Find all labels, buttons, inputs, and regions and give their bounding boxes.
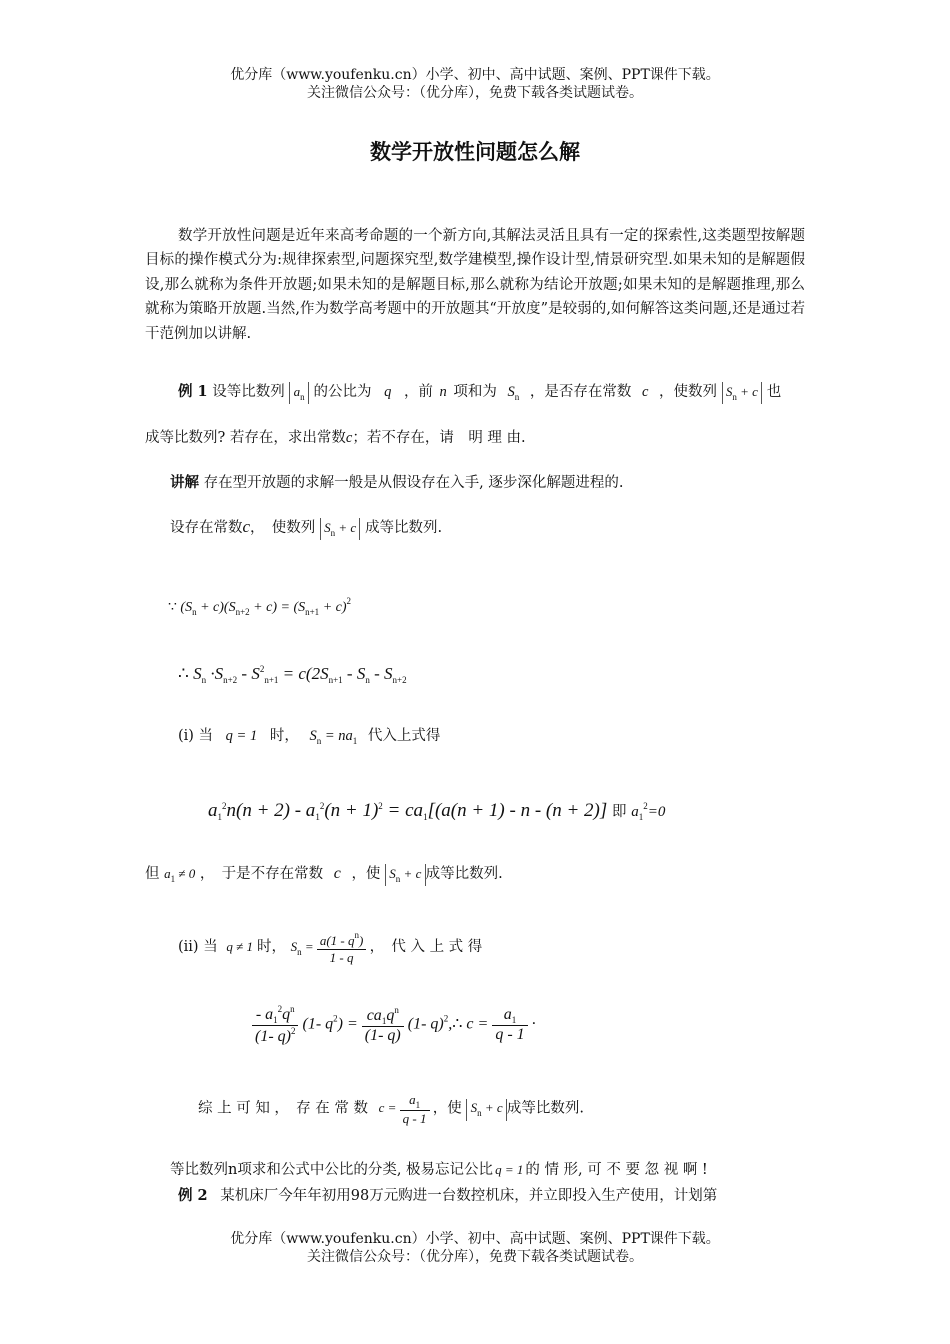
case-1-header: (i) 当 q = 1 时， $S_n = na_1$ 代入上式得 bbox=[178, 728, 441, 746]
math-an: $a_n$ bbox=[289, 384, 309, 399]
equation-because: ∵ $(S_n + c)(S_{n+2} + c) = (S_{n+1} + c)^2$ bbox=[168, 596, 352, 617]
math-sn-plus-c: $S_n + c$ bbox=[722, 384, 763, 399]
equation-case-2: $\frac{- a_1^2q^n}{(1- q)^2}$ (1- $q^2$) = $\frac{ca_1q^n}{(1- q)}$ (1- q)$^2$,∴ c = $\frac{a_1}{q - 1}$ · bbox=[252, 1004, 536, 1046]
example-2-label: 例 2 bbox=[178, 1187, 208, 1204]
example-1-statement-line-2: 成等比数列? 若存在，求出常数c；若不存在，请 明 理 由. bbox=[145, 430, 526, 446]
example-1-label: 例 1 bbox=[178, 383, 208, 400]
example-1-statement: 例 1 设等比数列 $a_n$ 的公比为 q ，前 n 项和为 $S_n$ ，是否存在常数 c ，使数列 $S_n + c$ 也 bbox=[178, 380, 781, 404]
intro-paragraph: 数学开放性问题是近年来高考命题的一个新方向,其解法灵活且具有一定的探索性,这类题型按解题目标的操作模式分为:规律探索型,问题探究型,数学建模型,操作设计型,情景研究型.如果未知的是解题假设,那么就称为条件开放题;如果未知的是解题目标,那么就称为结论开放题;如果未知的是解题推理,那么就称为策略开放题.当然,作为数学高考题中的开放题其“开放度”是较弱的,如何解答这类问题,还是通过若干范例加以讲解. bbox=[145, 228, 805, 342]
solution-assumption: 设存在常数c， 使数列 $S_n + c$ 成等比数列. bbox=[170, 516, 442, 540]
case-2-header: (ii) 当 q ≠ 1 时， $S_n$ = $\frac{a(1 - q^n)}{1 - q}$ ， 代 入 上 式 得 bbox=[178, 930, 483, 965]
conclusion: 综 上 可 知 ， 存 在 常 数 c = $\frac{a_1}{q - 1}$ ，使 $S_n + c$ 成等比数列. bbox=[198, 1092, 585, 1126]
footer-line-1: 优分库（www.youfenku.cn）小学、初中、高中试题、案例、PPT课件下载。 bbox=[230, 1231, 720, 1247]
equation-therefore: ∴ $S_n \cdot S_{n+2} - S^2_{n+1} = c(2S_{n+1} - S_n - S_{n+2}$ bbox=[178, 664, 407, 685]
equation-case-1: $a_1^2n(n + 2) - a_1^2(n + 1)^2 = ca_1[(a(n + 1) - n - (n + 2)]$ 即 $a_1^2=0$ bbox=[208, 800, 666, 822]
example-2-statement: 例 2 某机床厂今年年初用98万元购进一台数控机床，并立即投入生产使用，计划第 bbox=[178, 1187, 718, 1204]
header-line-2: 关注微信公众号：（优分库），免费下载各类试题试卷。 bbox=[307, 85, 643, 101]
case-1-conclusion: 但 $a_1 \ne 0$ ， 于是不存在常数 c ，使 $S_n + c$ 成等比数列. bbox=[145, 862, 503, 886]
note-line: 等比数列n项求和公式中公比的分类, 极易忘记公比 q = 1 的 情 形, 可 不 要 忽 视 啊 ! bbox=[170, 1162, 708, 1178]
solution-intro: 讲解 存在型开放题的求解一般是从假设存在入手, 逐步深化解题进程的. bbox=[170, 474, 624, 491]
solution-label: 讲解 bbox=[170, 474, 199, 491]
page-title: 数学开放性问题怎么解 bbox=[370, 140, 580, 164]
header-line-1: 优分库（www.youfenku.cn）小学、初中、高中试题、案例、PPT课件下载。 bbox=[230, 67, 720, 83]
footer-line-2: 关注微信公众号：（优分库），免费下载各类试题试卷。 bbox=[307, 1249, 643, 1265]
